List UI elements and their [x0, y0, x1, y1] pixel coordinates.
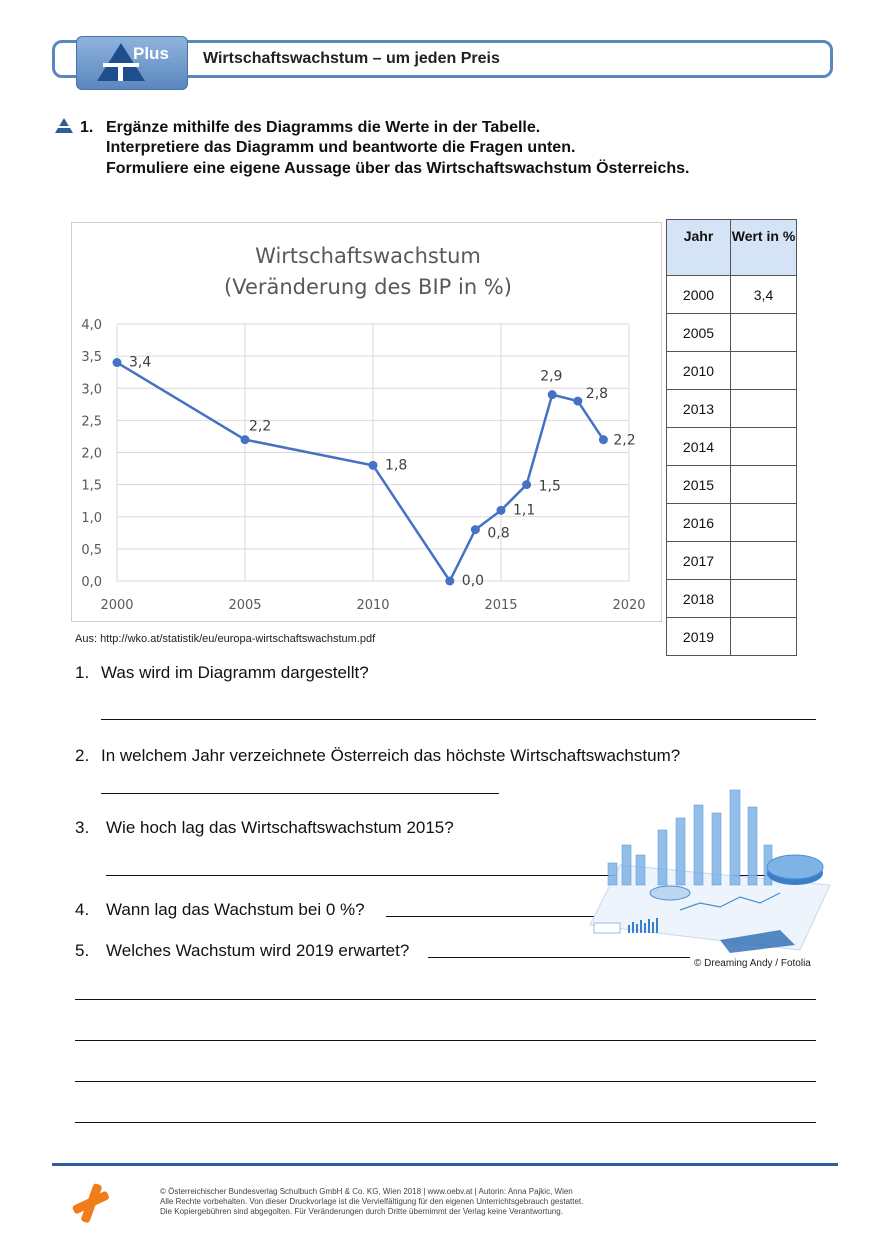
data-point — [573, 397, 582, 406]
y-tick-label: 1,0 — [81, 510, 102, 526]
table-cell-year: 2019 — [667, 618, 731, 656]
table-cell-value[interactable] — [731, 580, 797, 618]
table-cell-value[interactable] — [731, 504, 797, 542]
table-row — [667, 352, 797, 390]
table-cell-year: 2018 — [667, 580, 731, 618]
y-tick-label: 4,0 — [81, 318, 102, 333]
y-tick-label: 2,5 — [81, 414, 102, 430]
table-row — [667, 314, 797, 352]
data-label: 2,9 — [540, 368, 563, 385]
table-row — [667, 580, 797, 618]
plus-logo — [76, 36, 188, 90]
data-label: 0,8 — [487, 525, 510, 542]
table-cell-year: 2016 — [667, 504, 731, 542]
table-row — [667, 390, 797, 428]
table-header-year: Jahr — [667, 220, 731, 276]
answer-line-6[interactable] — [75, 999, 816, 1000]
table-cell-year: 2014 — [667, 428, 731, 466]
chart-title: Wirtschaftswachstum — [255, 244, 481, 268]
question-1-number: 1. — [75, 663, 90, 682]
table-cell-year: 2010 — [667, 352, 731, 390]
page-title: Wirtschaftswachstum – um jeden Preis — [203, 50, 500, 67]
x-tick-label: 2005 — [228, 598, 262, 613]
data-label: 2,2 — [249, 418, 272, 435]
data-label: 0,0 — [461, 573, 485, 589]
triangle-logo-icon — [77, 37, 187, 89]
table-row — [667, 466, 797, 504]
data-point — [548, 390, 557, 399]
data-point — [599, 435, 608, 444]
task-line-3: Formuliere eine eigene Aussage über das Wirtschaftswachstum Österreichs. — [106, 160, 690, 177]
table-row — [667, 504, 797, 542]
y-tick-label: 1,5 — [81, 478, 102, 494]
chart-frame — [71, 222, 662, 622]
table-cell-value[interactable] — [731, 352, 797, 390]
question-5-text: Welches Wachstum wird 2019 erwartet? — [106, 941, 410, 960]
footer-line-2: Alle Rechte vorbehalten. Von dieser Druckvorlage ist die Vervielfältigung für den eigenen Unterrichtsgebrauch gestattet. — [160, 1197, 584, 1206]
table-cell-year: 2005 — [667, 314, 731, 352]
y-tick-label: 0,5 — [81, 542, 102, 558]
data-point — [497, 506, 506, 515]
footer-line-3: Die Kopiergebühren sind abgegolten. Für Veränderungen durch Dritte übernimmt der Verlag keine Verantwortung. — [160, 1207, 563, 1216]
table-row — [667, 542, 797, 580]
y-tick-label: 2,0 — [81, 446, 102, 462]
answer-line-9[interactable] — [75, 1122, 816, 1123]
footer-line-1: © Österreichischer Bundesverlag Schulbuch GmbH & Co. KG, Wien 2018 | www.oebv.at | Autorin: Anna Pajkic, Wien — [160, 1187, 573, 1196]
table-header-value: Wert in % — [731, 220, 797, 276]
table-cell-year: 2017 — [667, 542, 731, 580]
table-cell-value[interactable] — [731, 618, 797, 656]
question-5-number: 5. — [75, 941, 90, 960]
data-point — [522, 480, 531, 489]
series-line — [117, 363, 603, 581]
answer-line-2[interactable] — [101, 793, 499, 794]
task-line-2: Interpretiere das Diagramm und beantworte die Fragen unten. — [106, 139, 576, 156]
table-cell-value[interactable]: 3,4 — [731, 276, 797, 314]
x-tick-label: 2010 — [356, 598, 390, 613]
y-tick-label: 3,0 — [81, 382, 102, 398]
footer-rule — [52, 1163, 838, 1166]
business-charts-illustration — [580, 785, 835, 955]
image-credit: © Dreaming Andy / Fotolia — [694, 958, 811, 969]
answer-line-8[interactable] — [75, 1081, 816, 1082]
table-cell-value[interactable] — [731, 390, 797, 428]
table-cell-value[interactable] — [731, 314, 797, 352]
question-2-text: In welchem Jahr verzeichnete Österreich das höchste Wirtschaftswachstum? — [101, 746, 681, 765]
x-tick-label: 2015 — [484, 598, 518, 613]
chart-source: Aus: http://wko.at/statistik/eu/europa-wirtschaftswachstum.pdf — [75, 633, 376, 645]
question-1-text: Was wird im Diagramm dargestellt? — [101, 663, 369, 682]
data-point — [471, 525, 480, 534]
table-row — [667, 428, 797, 466]
y-tick-label: 0,0 — [81, 575, 102, 590]
question-4-text: Wann lag das Wachstum bei 0 %? — [106, 900, 365, 919]
value-table — [666, 219, 797, 656]
data-label: 1,8 — [385, 457, 408, 474]
y-tick-label: 3,5 — [81, 350, 102, 366]
data-label: 1,1 — [513, 502, 536, 519]
table-cell-value[interactable] — [731, 466, 797, 504]
data-label: 3,4 — [129, 354, 152, 371]
data-label: 2,8 — [585, 386, 609, 403]
table-cell-value[interactable] — [731, 428, 797, 466]
data-point — [241, 435, 250, 444]
table-row — [667, 276, 797, 314]
data-point — [113, 358, 122, 367]
chart-subtitle: (Veränderung des BIP in %) — [224, 275, 512, 299]
task-line-1: Ergänze mithilfe des Diagramms die Werte in der Tabelle. — [106, 119, 541, 136]
question-3-number: 3. — [75, 818, 90, 837]
publisher-logo-icon — [72, 1183, 110, 1223]
table-cell-year: 2013 — [667, 390, 731, 428]
logo-text: Plus — [133, 44, 169, 63]
answer-line-5[interactable] — [428, 957, 690, 958]
x-tick-label: 2020 — [612, 598, 646, 613]
data-label: 1,5 — [538, 478, 561, 495]
answer-line-1[interactable] — [101, 719, 816, 720]
question-4-number: 4. — [75, 900, 90, 919]
table-cell-value[interactable] — [731, 542, 797, 580]
task-number: 1. — [80, 119, 94, 136]
question-2-number: 2. — [75, 746, 90, 765]
growth-line-chart — [72, 223, 663, 623]
table-row — [667, 618, 797, 656]
table-cell-year: 2015 — [667, 466, 731, 504]
question-3-text: Wie hoch lag das Wirtschaftswachstum 2015? — [106, 818, 454, 837]
data-label: 2,2 — [613, 432, 636, 449]
task-triangle-icon — [54, 117, 74, 135]
table-cell-year: 2000 — [667, 276, 731, 314]
x-tick-label: 2000 — [100, 598, 134, 613]
data-point — [445, 577, 454, 586]
answer-line-7[interactable] — [75, 1040, 816, 1041]
data-point — [369, 461, 378, 470]
